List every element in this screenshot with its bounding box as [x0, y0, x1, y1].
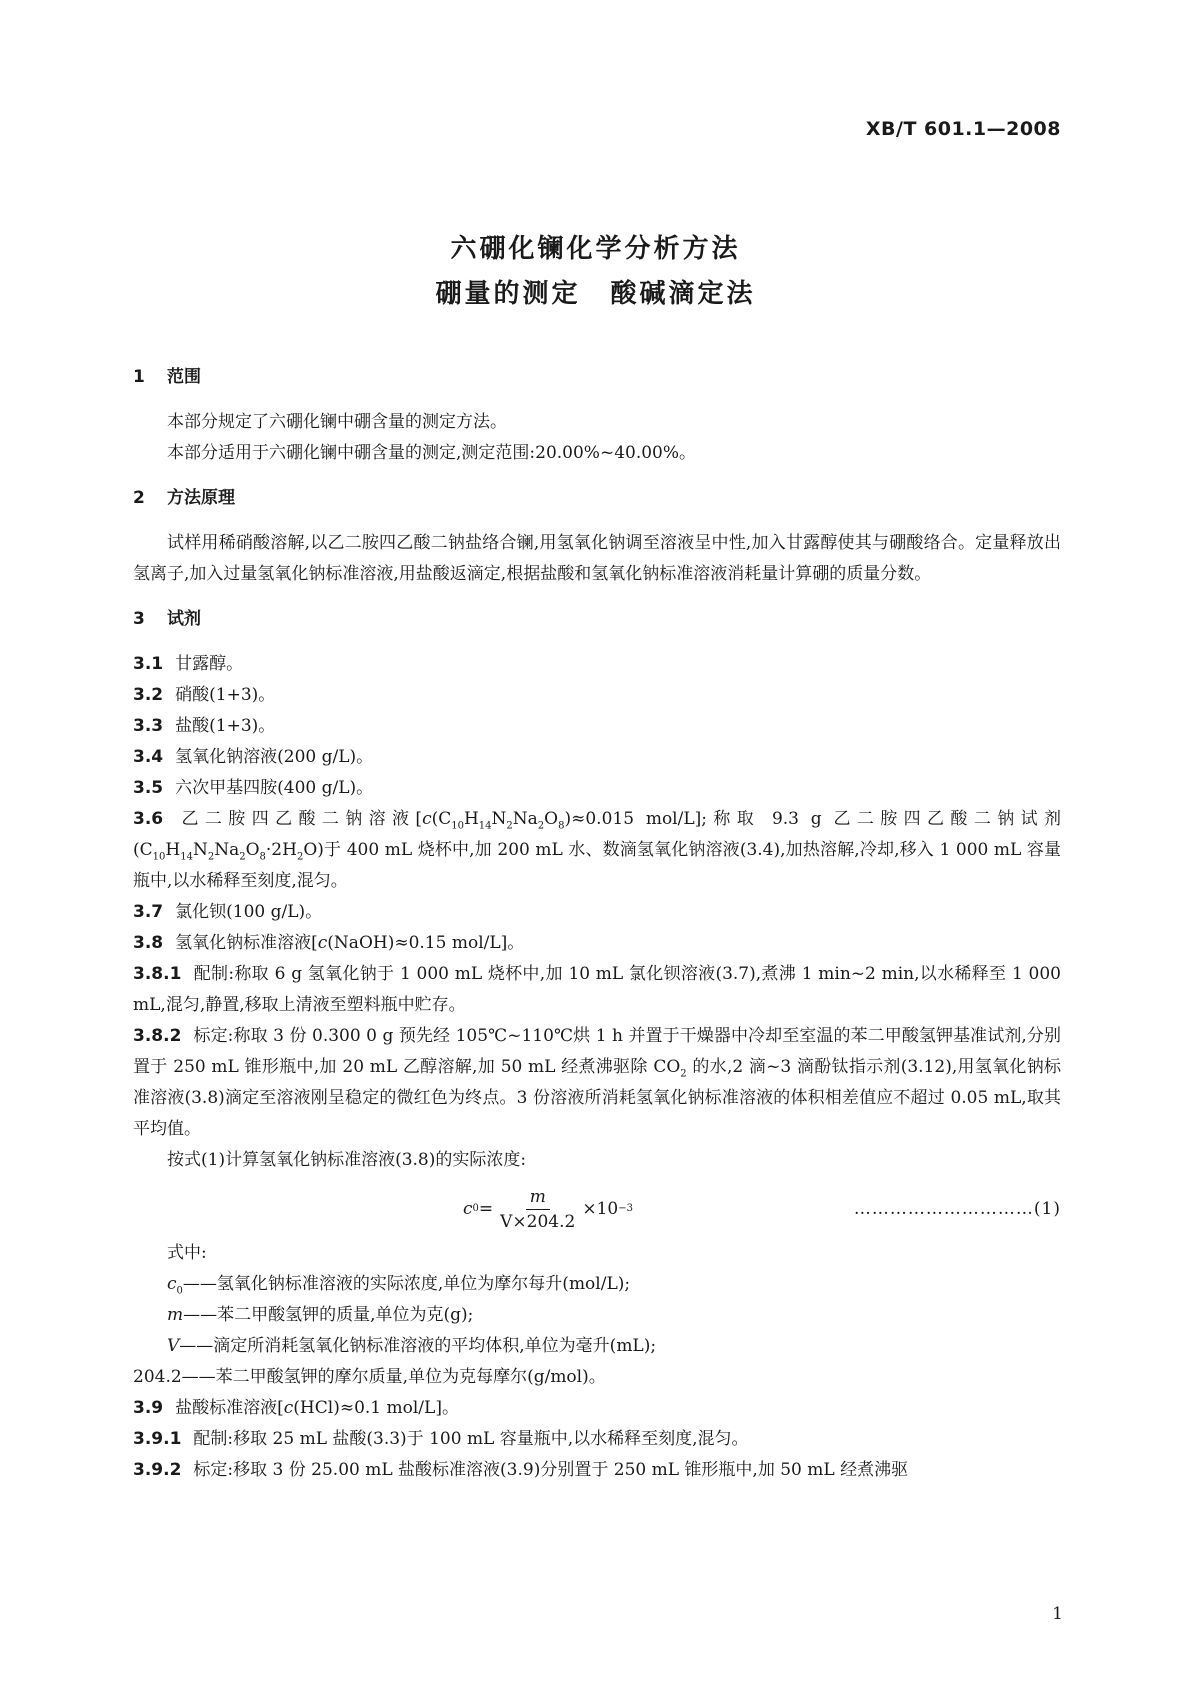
document-subtitle	[0, 273, 1191, 310]
variable-definition: $c_0——$氢氧化钠标准溶液的实际浓度,单位为摩尔每升(mol/L);	[167, 1274, 631, 1297]
section-heading-reagents: 3 试剂	[133, 609, 201, 629]
reagent-subitem: 3.8.1 配制:称取 6 g 氢氧化钠于 1 000 mL 烧杯中,加 10 mL 氯化钡溶液(3.7),煮沸 1 min~2 min,以水稀释至 1 000 mL,混匀,静置,移取上清液至塑料瓶中贮存。	[133, 964, 1061, 1015]
reagent-item-hcl: 3.9 盐酸标准溶液[c(HCl)≈0.1 mol/L]。	[133, 1398, 459, 1418]
reagent-item: 3.5 六次甲基四胺(400 g/L)。	[133, 778, 374, 798]
section-heading-principle: 2 方法原理	[133, 488, 235, 508]
formula-fraction: $\frac{m}{V\times 204.2}$	[500, 1186, 576, 1232]
reagent-item: 3.1 甘露醇。	[133, 654, 244, 674]
subtitle-part-1: 硼量的测定	[435, 279, 581, 309]
page-number: 1	[1052, 1604, 1063, 1624]
section-heading-scope: 1 范围	[133, 367, 201, 387]
reagent-item: 3.4 氢氧化钠溶液(200 g/L)。	[133, 747, 374, 767]
scope-paragraph-2: 本部分适用于六硼化镧中硼含量的测定,测定范围:20.00%~40.00%。	[167, 443, 697, 463]
principle-paragraph: 试样用稀硝酸溶解,以乙二胺四乙酸二钠盐络合镧,用氢氧化钠调至溶液呈中性,加入甘露醇使其与硼酸络合。定量释放出氢离子,加入过量氢氧化钠标准溶液,用盐酸返滴定,根据盐酸和氢氧化钠标准溶液消耗量计算硼的质量分数。	[133, 533, 1061, 584]
variable-definition: V——滴定所消耗氢氧化钠标准溶液的平均体积,单位为毫升(mL);	[167, 1336, 657, 1356]
reagent-item: 3.2 硝酸(1+3)。	[133, 685, 276, 705]
scope-paragraph-1: 本部分规定了六硼化镧中硼含量的测定方法。	[167, 412, 507, 432]
formula-1: c 0 = $\frac{m}{V\times 204.2}$ ×10 −3 …………………………(1)	[463, 1186, 1061, 1232]
reagent-subitem: 3.9.1 配制:移取 25 mL 盐酸(3.3)于 100 mL 容量瓶中,以水稀释至刻度,混匀。	[133, 1429, 749, 1449]
reagent-item-edta: 3.6 乙二胺四乙酸二钠溶液[$c(C_{10}H_{14}N_2Na_2O_8)\approx 0.015$ mol/L];称取 9.3 g 乙二胺四乙酸二钠试剂$(C_{10}H_{14}N_2Na_2O_8\cdot 2H_2O)$于 400 mL 烧杯中,加 200 mL 水、数滴氢氧化钠溶液(3.4),加热溶解,冷却,移入 1 000 mL 容量瓶中,以水稀释至刻度,混匀。	[133, 809, 1061, 891]
variable-definition: m——苯二甲酸氢钾的质量,单位为克(g);	[167, 1305, 474, 1325]
reagent-subitem: 3.8.2 标定:称取 3 份 0.300 0 g 预先经 105℃~110℃烘 1 h 并置于干燥器中冷却至室温的苯二甲酸氢钾基准试剂,分别置于 250 mL 锥形瓶中,加 20 mL 乙醇溶解,加 50 mL 经煮沸驱除 $CO_2$ 的水,2 滴~3 滴酚钛指示剂(3.12),用氢氧化钠标准溶液(3.8)滴定至溶液刚呈稳定的微红色为终点。3 份溶液所消耗氢氧化钠标准溶液的体积相差值应不超过 0.05 mL,取其平均值。	[133, 1026, 1061, 1139]
variable-definition: 204.2——苯二甲酸氢钾的摩尔质量,单位为克每摩尔(g/mol)。	[133, 1367, 606, 1387]
reagent-item-naoh: 3.8 氢氧化钠标准溶液[c(NaOH)≈0.15 mol/L]。	[133, 933, 525, 953]
equation-number: …………………………(1)	[853, 1199, 1061, 1219]
where-label: 式中:	[167, 1243, 207, 1263]
standard-number: XB/T 601.1—2008	[865, 118, 1061, 140]
reagent-item: 3.7 氯化钡(100 g/L)。	[133, 902, 323, 922]
subtitle-part-2: 酸碱滴定法	[610, 279, 756, 309]
reagent-subitem: 3.9.2 标定:移取 3 份 25.00 mL 盐酸标准溶液(3.9)分别置于 250 mL 锥形瓶中,加 50 mL 经煮沸驱	[133, 1460, 909, 1480]
document-title: 六硼化镧化学分析方法	[450, 234, 741, 264]
calc-intro: 按式(1)计算氢氧化钠标准溶液(3.8)的实际浓度:	[167, 1150, 527, 1170]
document-body	[133, 362, 1061, 1486]
reagent-item: 3.3 盐酸(1+3)。	[133, 716, 276, 736]
